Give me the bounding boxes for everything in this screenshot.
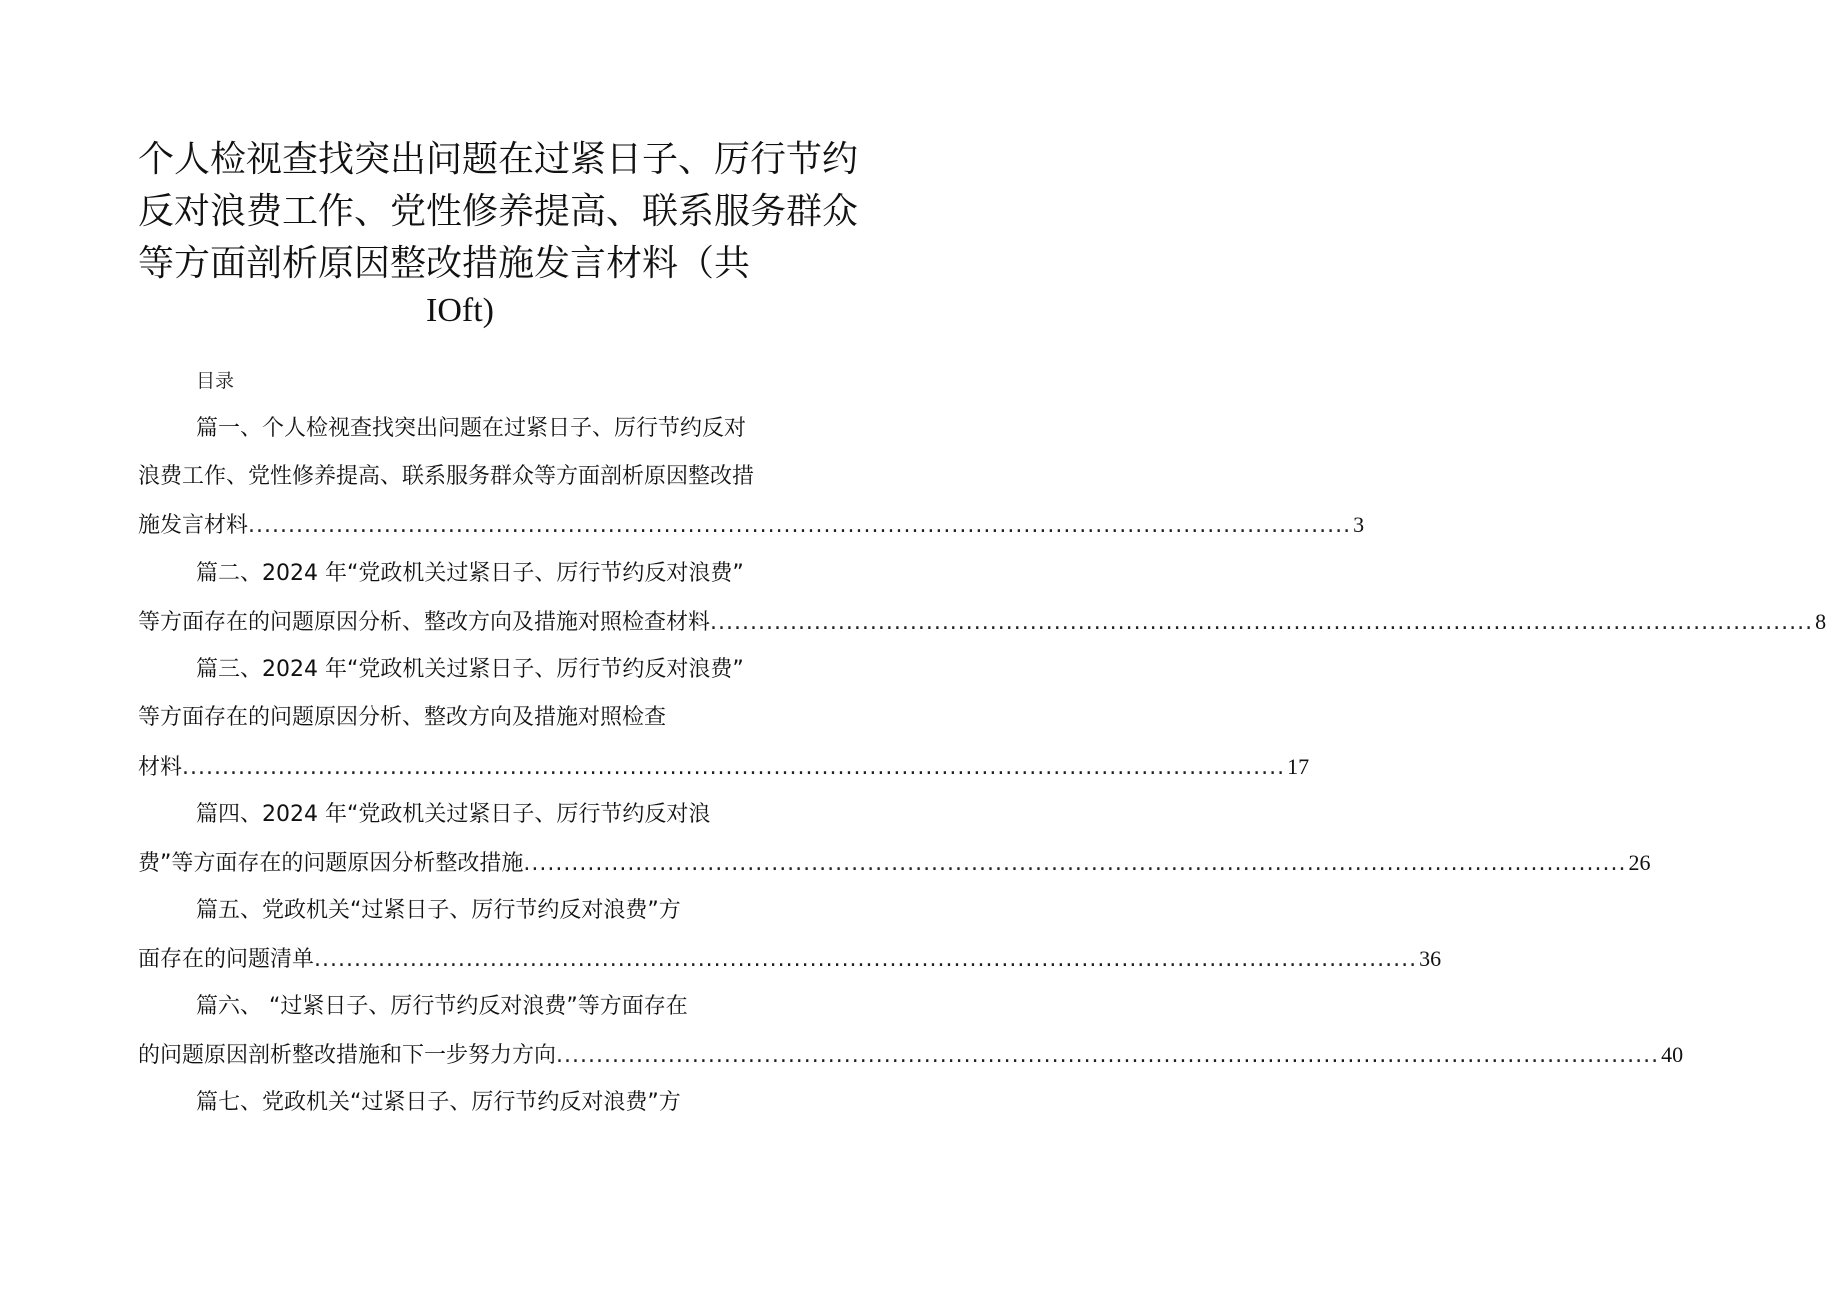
document-title-tail: IOft) <box>426 292 494 329</box>
toc-entry-1-page: 3 <box>1353 512 1365 537</box>
document-title-line-2: 反对浪费工作、党性修养提高、联系服务群众 <box>138 191 859 232</box>
toc-entry-5-last-row[interactable] <box>138 944 1442 975</box>
toc-entry-3-lead[interactable]: 篇三、2024 年“党政机关过紧日子、厉行节约反对浪费” <box>196 657 744 682</box>
toc-entry-6-page: 40 <box>1661 1042 1684 1067</box>
toc-entry-4-lead[interactable]: 篇四、2024 年“党政机关过紧日子、厉行节约反对浪 <box>196 802 711 827</box>
document-title-line-1: 个人检视查找突出问题在过紧日子、厉行节约 <box>138 139 859 180</box>
toc-entry-3-last: 材料 <box>138 755 183 780</box>
toc-entry-1-cont[interactable]: 浪费工作、党性修养提高、联系服务群众等方面剖析原因整改措 <box>138 464 755 489</box>
toc-entry-1-lead[interactable]: 篇一、个人检视查找突出问题在过紧日子、厉行节约反对 <box>196 416 747 441</box>
toc-leader-dots: .......................................................................................................................................... <box>523 851 1627 876</box>
toc-entry-2-last-row[interactable] <box>138 607 1826 638</box>
toc-entry-3-last-row[interactable] <box>138 752 1310 783</box>
toc-entry-4-last-row[interactable] <box>138 848 1651 879</box>
toc-entry-3-cont[interactable]: 等方面存在的问题原因分析、整改方向及措施对照检查 <box>138 705 667 730</box>
toc-entry-6-last: 的问题原因剖析整改措施和下一步努力方向 <box>138 1043 557 1068</box>
document-title-line-3: 等方面剖析原因整改措施发言材料（共 <box>138 243 751 284</box>
toc-entry-3-page: 17 <box>1287 754 1310 779</box>
toc-leader-dots: .......................................................................................................................................... <box>710 610 1814 635</box>
toc-entry-2-page: 8 <box>1815 609 1826 634</box>
toc-leader-dots: .......................................................................................................................................... <box>248 513 1352 538</box>
toc-entry-7-lead[interactable]: 篇七、党政机关“过紧日子、厉行节约反对浪费”方 <box>196 1090 681 1115</box>
toc-heading: 目录 <box>196 370 235 392</box>
toc-leader-dots: .......................................................................................................................................... <box>314 947 1418 972</box>
toc-entry-1-last: 施发言材料 <box>138 513 249 538</box>
toc-entry-4-page: 26 <box>1628 850 1651 875</box>
toc-entry-6-lead[interactable]: 篇六、 “过紧日子、厉行节约反对浪费”等方面存在 <box>196 994 688 1019</box>
toc-entry-6-last-row[interactable] <box>138 1040 1684 1071</box>
toc-entry-2-lead[interactable]: 篇二、2024 年“党政机关过紧日子、厉行节约反对浪费” <box>196 561 744 586</box>
toc-leader-dots: .......................................................................................................................................... <box>556 1043 1660 1068</box>
toc-entry-4-last: 费”等方面存在的问题原因分析整改措施 <box>138 851 524 876</box>
toc-leader-dots: .......................................................................................................................................... <box>182 755 1286 780</box>
toc-entry-5-last: 面存在的问题清单 <box>138 947 315 972</box>
toc-entry-5-lead[interactable]: 篇五、党政机关“过紧日子、厉行节约反对浪费”方 <box>196 898 681 923</box>
toc-entry-2-last: 等方面存在的问题原因分析、整改方向及措施对照检查材料 <box>138 610 711 635</box>
toc-entry-5-page: 36 <box>1419 946 1442 971</box>
toc-entry-1-last-row[interactable] <box>138 510 1365 541</box>
